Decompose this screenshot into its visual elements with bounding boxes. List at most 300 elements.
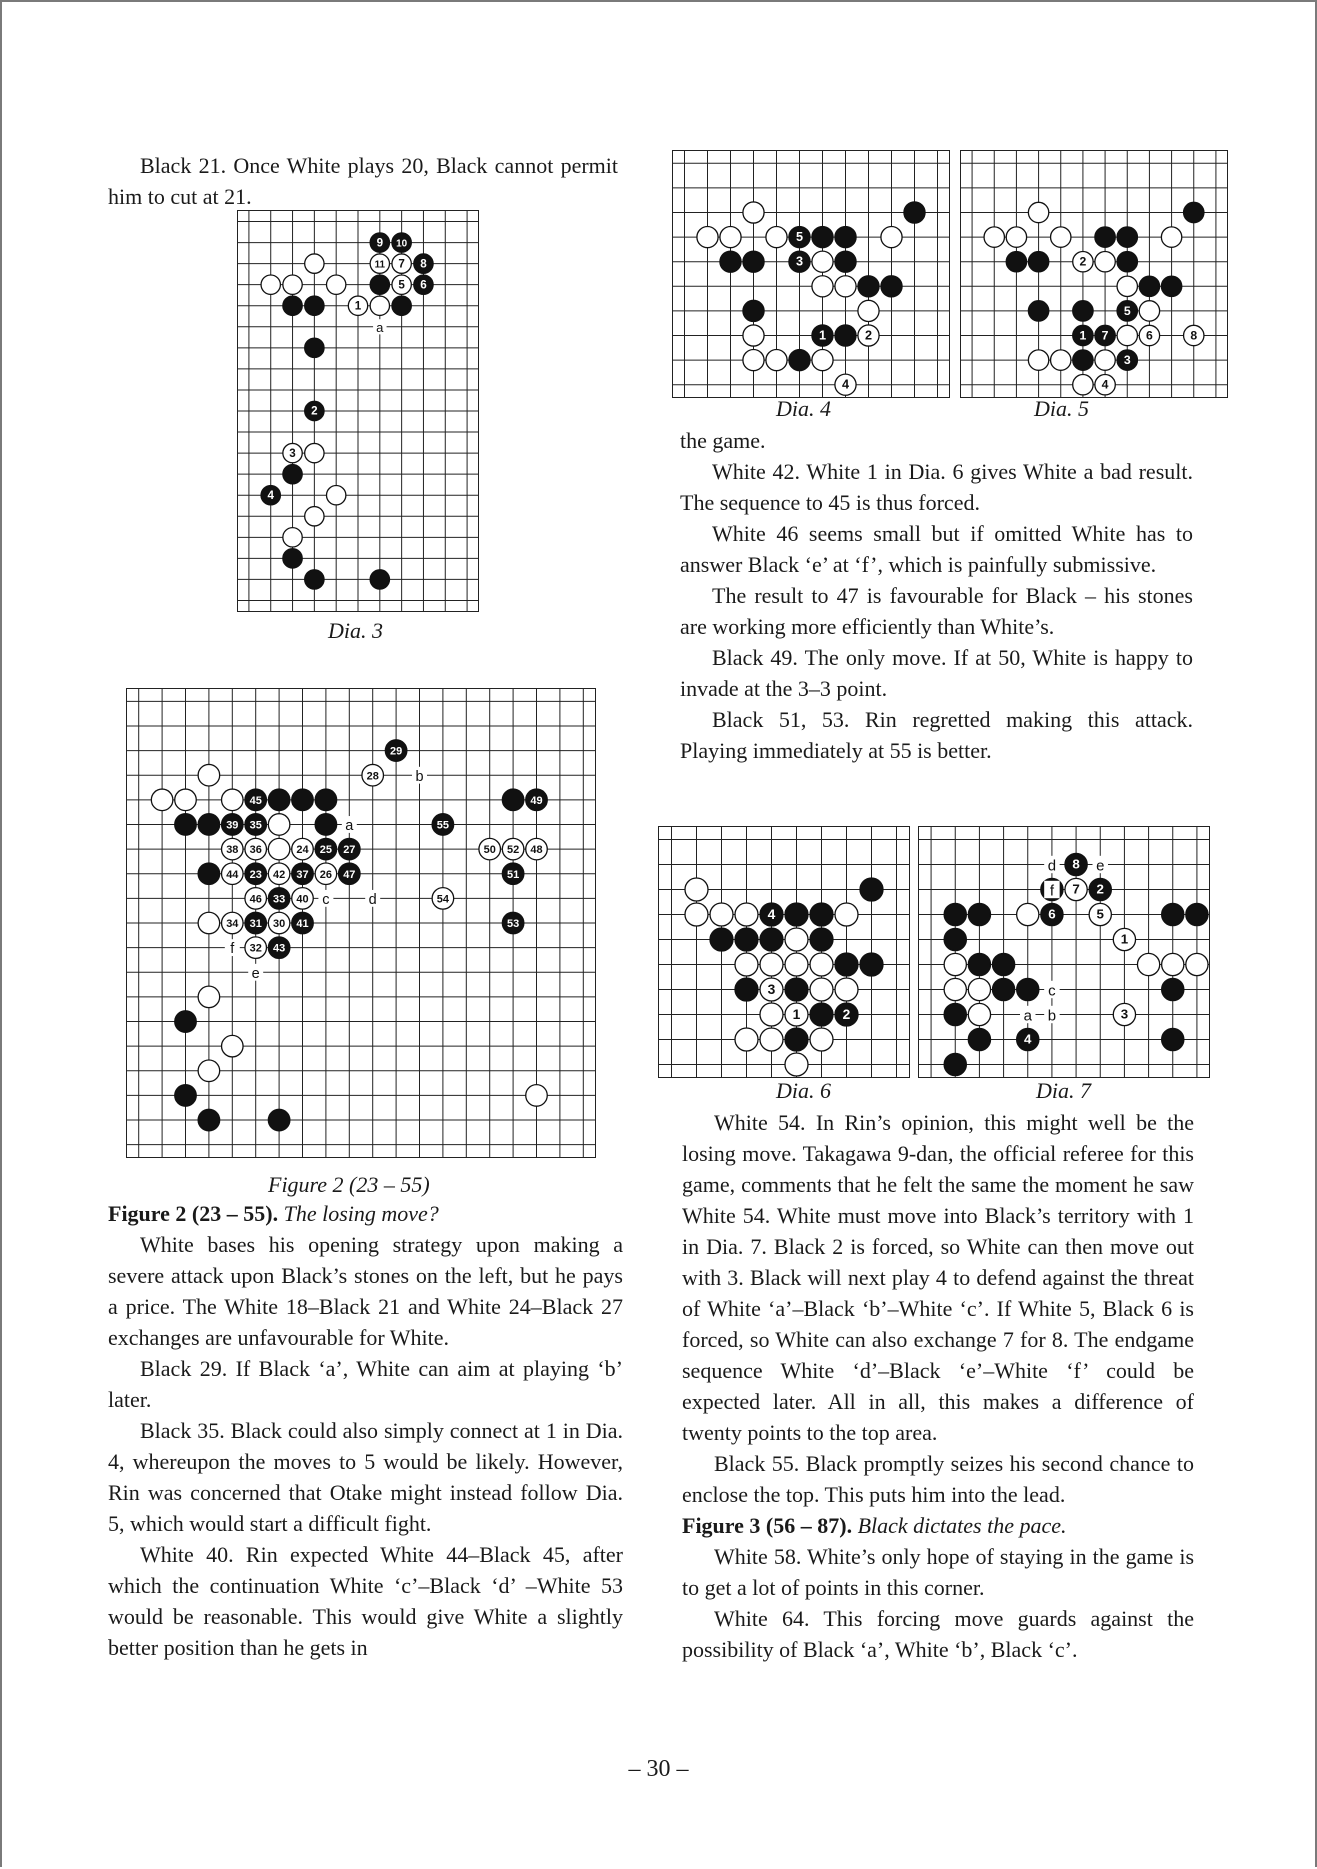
point-label: e [251, 965, 260, 982]
white-stone [1095, 350, 1115, 370]
white-stone [785, 1053, 808, 1076]
left-column-text [108, 1198, 623, 1663]
white-stone [198, 986, 220, 1008]
right-column-top-text [680, 425, 1193, 766]
black-stone [743, 300, 764, 321]
black-stone [743, 251, 764, 272]
move-number: 11 [374, 259, 386, 271]
white-stone [984, 227, 1004, 247]
point-label: e [1096, 857, 1105, 875]
white-stone [1028, 202, 1048, 222]
white-stone [268, 912, 290, 934]
right-paragraph: Black 55. Black promptly seizes his second chance to enclose the top. This puts him into the lead. [682, 1451, 1194, 1507]
fig3-heading-italic: Black dictates the pace. [857, 1513, 1067, 1538]
move-number: 23 [249, 868, 262, 881]
black-stone [222, 814, 244, 836]
move-number: 28 [366, 770, 379, 783]
black-stone [502, 863, 524, 885]
white-stone [812, 251, 833, 272]
black-stone [944, 903, 966, 925]
dia3-board [238, 211, 478, 611]
black-stone [268, 937, 290, 959]
white-stone [392, 254, 411, 273]
move-number: 3 [1120, 1006, 1129, 1022]
white-stone [735, 903, 758, 926]
black-stone [370, 275, 389, 294]
black-stone [1095, 325, 1115, 345]
black-stone [858, 276, 879, 297]
dia5-caption: Dia. 5 [1034, 396, 1089, 421]
right-paragraph: White 64. This forcing move guards against the possibility of Black ‘a’, White ‘b’, Black ‘c’. [682, 1606, 1194, 1662]
white-stone [245, 937, 267, 959]
white-stone [720, 227, 741, 248]
black-stone [735, 978, 758, 1001]
black-stone [968, 1028, 990, 1050]
white-stone [245, 888, 267, 910]
white-stone [222, 1035, 244, 1057]
dia4-board [673, 151, 949, 397]
white-stone [944, 953, 966, 975]
move-number: 8 [420, 257, 427, 271]
black-stone [992, 978, 1014, 1000]
move-number: 33 [272, 893, 286, 906]
move-number: 9 [376, 236, 384, 250]
white-stone [835, 276, 856, 297]
white-stone [292, 888, 314, 910]
white-stone [1186, 953, 1208, 975]
black-stone [370, 233, 389, 252]
black-stone [1089, 878, 1111, 900]
fig2-heading-italic: The losing move? [283, 1201, 439, 1226]
white-stone [1051, 350, 1071, 370]
move-number: 6 [1048, 906, 1056, 922]
white-stone [766, 350, 787, 371]
black-stone [1028, 252, 1048, 272]
black-stone [904, 202, 925, 223]
black-stone [245, 863, 267, 885]
black-stone [339, 838, 361, 860]
white-stone [370, 254, 389, 273]
white-stone [1095, 252, 1115, 272]
fig3-heading [682, 1510, 1194, 1541]
black-stone [392, 233, 411, 252]
white-stone [810, 953, 833, 976]
black-stone [760, 903, 783, 926]
black-stone [268, 789, 290, 811]
move-number: 45 [249, 794, 262, 807]
move-number: 52 [506, 844, 520, 857]
move-number: 6 [420, 278, 427, 292]
white-stone [766, 227, 787, 248]
move-number: 8 [1072, 856, 1080, 872]
move-number: 34 [226, 918, 239, 931]
dia7-board [919, 827, 1209, 1077]
black-stone [1162, 978, 1184, 1000]
white-stone [968, 978, 990, 1000]
black-stone [198, 863, 220, 885]
white-stone [198, 912, 220, 934]
white-stone [1017, 903, 1039, 925]
move-number: 3 [767, 981, 776, 997]
white-stone [283, 443, 302, 462]
black-stone [1117, 301, 1137, 321]
white-stone [810, 978, 833, 1001]
move-number: 47 [343, 868, 356, 881]
black-stone [760, 928, 783, 951]
white-stone [1184, 325, 1204, 345]
white-stone [1139, 325, 1159, 345]
white-stone [151, 789, 173, 811]
black-stone [789, 227, 810, 248]
right-column-bottom-text [682, 1107, 1194, 1665]
white-stone [685, 903, 708, 926]
dia6-board [659, 827, 909, 1077]
move-number: 2 [311, 404, 318, 418]
white-stone [1117, 276, 1137, 296]
white-stone [1006, 227, 1026, 247]
right-paragraph: The result to 47 is favourable for Black – his stones are working more efficiently than White’s. [680, 583, 1193, 639]
white-stone [526, 838, 548, 860]
move-number: 54 [436, 893, 450, 906]
white-stone [392, 275, 411, 294]
move-number: 55 [436, 819, 450, 832]
move-number: 46 [249, 893, 262, 906]
move-number: 26 [319, 868, 333, 881]
move-number: 48 [530, 844, 543, 857]
right-paragraph: White 46 seems small but if omitted White has to answer Black ‘e’ at ‘f’, which is painfully submissive. [680, 521, 1193, 577]
white-stone [743, 325, 764, 346]
white-stone [283, 528, 302, 547]
white-stone [292, 838, 314, 860]
white-stone [968, 1003, 990, 1025]
black-stone [1041, 903, 1063, 925]
black-stone [944, 1053, 966, 1075]
black-stone [292, 789, 314, 811]
black-stone [292, 912, 314, 934]
move-number: 8 [1190, 328, 1198, 343]
move-number: 3 [289, 446, 296, 460]
diagram-7 [918, 826, 1210, 1078]
move-number: 38 [226, 844, 239, 857]
move-number: 41 [296, 918, 309, 931]
page-number: – 30 – [628, 1756, 689, 1782]
white-stone [835, 903, 858, 926]
white-stone [245, 838, 267, 860]
black-stone [810, 1003, 833, 1026]
white-stone [1113, 1003, 1135, 1025]
point-label: a [376, 319, 384, 335]
white-stone [479, 838, 501, 860]
move-number: 25 [319, 844, 333, 857]
move-number: 44 [226, 868, 239, 881]
black-stone [881, 276, 902, 297]
black-stone [339, 863, 361, 885]
left-paragraph: Black 29. If Black ‘a’, White can aim at playing ‘b’ later. [108, 1356, 623, 1412]
white-stone [760, 978, 783, 1001]
white-stone [305, 443, 324, 462]
point-label: d [368, 891, 377, 908]
move-number: 2 [1096, 881, 1104, 897]
move-number: 3 [795, 254, 804, 269]
black-stone [198, 1109, 220, 1131]
white-stone [743, 202, 764, 223]
white-stone [1137, 953, 1159, 975]
move-number: 3 [1123, 352, 1131, 367]
move-number: 29 [389, 745, 403, 758]
white-stone [735, 953, 758, 976]
black-stone [1186, 903, 1208, 925]
move-number: 1 [1120, 931, 1129, 947]
black-stone [305, 296, 324, 315]
white-stone [222, 789, 244, 811]
figure-2 [126, 688, 596, 1158]
white-stone [858, 300, 879, 321]
black-stone [944, 1003, 966, 1025]
point-label: b [415, 768, 424, 785]
black-stone [175, 1011, 197, 1033]
white-stone [1139, 301, 1159, 321]
black-stone [789, 251, 810, 272]
white-stone [268, 838, 290, 860]
black-stone [392, 296, 411, 315]
point-label: b [1047, 1007, 1057, 1025]
fig2-heading [108, 1198, 623, 1229]
black-stone [968, 953, 990, 975]
black-stone [305, 338, 324, 357]
black-stone [1117, 227, 1137, 247]
black-stone [315, 838, 337, 860]
dia6-caption: Dia. 6 [776, 1078, 831, 1103]
white-stone [283, 275, 302, 294]
move-number: 50 [483, 844, 496, 857]
black-stone [1139, 276, 1159, 296]
white-stone [222, 912, 244, 934]
white-stone [305, 507, 324, 526]
white-stone [268, 863, 290, 885]
white-stone [710, 903, 733, 926]
move-number: 7 [1101, 328, 1109, 343]
move-number: 1 [354, 299, 362, 313]
white-stone [1095, 375, 1115, 395]
black-stone [812, 227, 833, 248]
move-number: 1 [1079, 328, 1087, 343]
black-stone [1161, 276, 1181, 296]
black-stone [502, 912, 524, 934]
move-number: 4 [767, 906, 776, 922]
dia7-caption: Dia. 7 [1036, 1078, 1091, 1103]
move-number: 5 [1096, 906, 1104, 922]
black-stone [1017, 978, 1039, 1000]
black-stone [835, 227, 856, 248]
black-stone [292, 863, 314, 885]
white-stone [1073, 375, 1093, 395]
black-stone [315, 814, 337, 836]
black-stone [1117, 350, 1137, 370]
white-stone [785, 1003, 808, 1026]
white-stone [326, 486, 345, 505]
white-stone [305, 254, 324, 273]
black-stone [198, 814, 220, 836]
white-stone [743, 350, 764, 371]
white-stone [810, 1028, 833, 1051]
white-stone [222, 838, 244, 860]
move-number: 6 [1146, 328, 1153, 343]
white-stone [944, 978, 966, 1000]
point-label: f [230, 941, 235, 958]
black-stone [835, 953, 858, 976]
white-stone [1113, 928, 1135, 950]
move-number: 2 [842, 1006, 851, 1022]
black-stone [432, 814, 454, 836]
white-stone [1065, 878, 1087, 900]
black-stone [385, 740, 407, 762]
fig3-heading-bold: Figure 3 (56 – 87). [682, 1513, 853, 1538]
right-paragraph: White 42. White 1 in Dia. 6 gives White a bad result. The sequence to 45 is thus forced. [680, 459, 1193, 515]
move-number: 36 [249, 844, 262, 857]
black-stone [305, 401, 324, 420]
black-stone [785, 978, 808, 1001]
point-label: a [345, 818, 354, 835]
black-stone [261, 486, 280, 505]
black-stone [370, 570, 389, 589]
black-stone [1006, 252, 1026, 272]
white-stone [881, 227, 902, 248]
black-stone [305, 570, 324, 589]
move-number: 10 [396, 238, 408, 250]
move-number: 7 [1072, 881, 1080, 897]
point-label: c [322, 891, 330, 908]
diagram-4 [672, 150, 950, 398]
right-paragraph: White 58. White’s only hope of staying in the game is to get a lot of points in this corner. [682, 1544, 1194, 1600]
move-number: 32 [249, 942, 262, 955]
black-stone [1117, 252, 1137, 272]
white-stone [1028, 350, 1048, 370]
move-number: 2 [1079, 254, 1087, 269]
fig2-board [127, 689, 595, 1157]
black-stone [968, 903, 990, 925]
black-stone [315, 789, 337, 811]
move-number: 49 [530, 794, 543, 807]
white-stone [835, 978, 858, 1001]
diagram-6 [658, 826, 910, 1078]
white-stone [261, 275, 280, 294]
white-stone [1117, 325, 1137, 345]
white-stone [785, 928, 808, 951]
white-stone [362, 764, 384, 786]
white-stone [198, 1060, 220, 1082]
black-stone [735, 928, 758, 951]
white-stone [685, 878, 708, 901]
black-stone [1162, 1028, 1184, 1050]
white-stone [1073, 252, 1093, 272]
black-stone [175, 1085, 197, 1107]
black-stone [526, 789, 548, 811]
fig2-heading-bold: Figure 2 (23 – 55). [108, 1201, 279, 1226]
black-stone [810, 928, 833, 951]
move-number: 5 [795, 230, 804, 245]
white-stone [222, 863, 244, 885]
white-stone [502, 838, 524, 860]
white-stone [315, 863, 337, 885]
white-stone [175, 789, 197, 811]
black-stone [1017, 1028, 1039, 1050]
black-stone [944, 928, 966, 950]
move-number: 51 [506, 868, 520, 881]
move-number: 31 [249, 918, 262, 931]
black-stone [1073, 325, 1093, 345]
white-stone [370, 296, 389, 315]
dia4-caption: Dia. 4 [776, 396, 831, 421]
white-stone [326, 275, 345, 294]
black-stone [785, 903, 808, 926]
move-number: 4 [1101, 377, 1109, 392]
black-stone [414, 254, 433, 273]
black-stone [414, 275, 433, 294]
black-stone [789, 350, 810, 371]
black-stone [283, 296, 302, 315]
left-paragraph: Black 35. Black could also simply connect at 1 in Dia. 4, whereupon the moves to 5 would be likely. However, Rin was concerned that Otake might instead follow Dia. 5, which would start a difficult fight. [108, 1418, 623, 1536]
white-stone [785, 953, 808, 976]
black-stone [245, 912, 267, 934]
diagram-5 [960, 150, 1228, 398]
white-stone [1051, 227, 1071, 247]
right-paragraph: the game. [680, 428, 766, 453]
move-number: 4 [1024, 1031, 1032, 1047]
black-stone [860, 953, 883, 976]
white-stone [812, 350, 833, 371]
black-stone [860, 878, 883, 901]
move-number: 24 [296, 844, 309, 857]
white-stone [697, 227, 718, 248]
black-stone [710, 928, 733, 951]
black-stone [1073, 301, 1093, 321]
black-stone [1073, 350, 1093, 370]
black-stone [268, 888, 290, 910]
move-number: 5 [398, 278, 405, 292]
white-stone [760, 1003, 783, 1026]
move-number: 1 [818, 328, 827, 343]
point-label: f [1049, 882, 1055, 900]
left-paragraph: White bases his opening strategy upon making a severe attack upon Black’s stones on the left, but he pays a price. The White 18–Black 21 and White 24–Black 27 exchanges are unfavourable for White. [108, 1232, 623, 1350]
white-stone [432, 888, 454, 910]
move-number: 2 [864, 328, 873, 343]
move-number: 5 [1123, 303, 1131, 318]
white-stone [835, 374, 856, 395]
move-number: 35 [249, 819, 262, 832]
black-stone [992, 953, 1014, 975]
white-stone [858, 325, 879, 346]
move-number: 27 [343, 844, 356, 857]
move-number: 4 [841, 377, 850, 392]
black-stone [283, 464, 302, 483]
white-stone [735, 1028, 758, 1051]
move-number: 42 [272, 868, 286, 881]
black-stone [1162, 903, 1184, 925]
move-number: 4 [267, 488, 274, 502]
black-stone [245, 814, 267, 836]
black-stone [835, 251, 856, 272]
black-stone [1095, 227, 1115, 247]
black-stone [810, 903, 833, 926]
right-paragraph: Black 51, 53. Rin regretted making this attack. Playing immediately at 55 is better. [680, 707, 1193, 763]
move-number: 1 [792, 1006, 801, 1022]
black-stone [1028, 301, 1048, 321]
fig2-caption: Figure 2 (23 – 55) [268, 1172, 430, 1197]
point-label: c [1048, 982, 1056, 1000]
right-paragraph: Black 49. The only move. If at 50, White is happy to invade at the 3–3 point. [680, 645, 1193, 701]
white-stone [526, 1085, 548, 1107]
white-stone [1162, 953, 1184, 975]
